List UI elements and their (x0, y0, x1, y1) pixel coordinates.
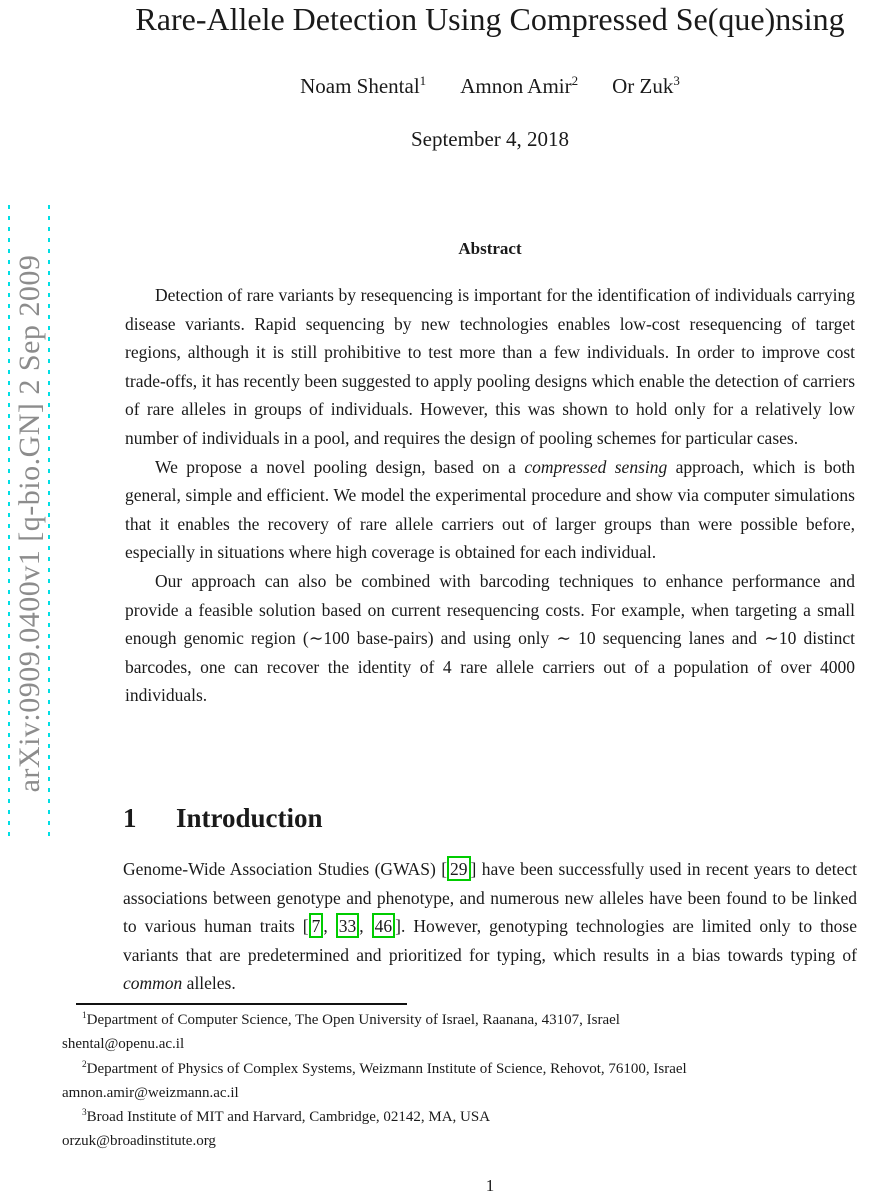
footnote (62, 1105, 857, 1154)
section-number: 1 (123, 803, 137, 833)
author-name: Or Zuk (612, 74, 674, 98)
footnote-line (62, 1105, 857, 1129)
abstract-heading: Abstract (458, 239, 522, 258)
text-run: , (359, 916, 372, 937)
section-title: Introduction (176, 803, 323, 833)
text-run: alleles. (182, 973, 236, 994)
citation-link[interactable]: 33 (336, 913, 360, 938)
abstract-paragraph (125, 453, 855, 567)
author-affiliation-mark: 2 (571, 73, 579, 88)
footnote-rule (76, 1003, 407, 1005)
author-affiliation-mark: 1 (419, 73, 427, 88)
citation-link[interactable]: 7 (309, 913, 324, 938)
body-paragraph (123, 855, 857, 998)
author-3 (612, 74, 680, 99)
footnote (62, 1008, 857, 1057)
text-run: Genome-Wide Association Studies (GWAS) [ (123, 859, 448, 879)
text-run: , (323, 916, 336, 937)
abstract-paragraph (125, 567, 855, 710)
footnote-line (62, 1057, 857, 1081)
footnote-email: shental@openu.ac.il (62, 1036, 185, 1053)
footnote-line (62, 1008, 857, 1032)
arxiv-stamp-link[interactable] (8, 205, 50, 842)
citation-link[interactable]: 29 (447, 856, 471, 881)
text-run: Detection of rare variants by resequencing is important for the identification of individuals carrying disease variants. Rapid sequencing by new technologies enables low-cost resequencing of target regions, although it is still prohibitive to test more than a few individuals. In order to improve cost trade-offs, it has recently been suggested to apply pooling designs which enable the detection of carriers of rare alleles in groups of individuals. However, this was shown to hold only for a relatively low number of individuals in a pool, and requires the design of pooling schemes for particular cases. (125, 285, 855, 448)
emphasized-text: common (123, 973, 183, 994)
footnote-email: orzuk@broadinstitute.org (62, 1133, 216, 1150)
text-run: ]. However, genotyping technologies are limited only to those variants that are predetermined and prioritized for typing, which results in a bias towards typing of (123, 916, 858, 965)
arxiv-stamp-text: arXiv:0909.0400v1 [q-bio.GN] 2 Sep 2009 (13, 254, 46, 793)
emphasized-text: compressed sensing (524, 456, 668, 477)
author-list (123, 74, 857, 99)
text-run: approach, which is both general, simple and efficient. We model the experimental procedure and show via computer simulations that it enables the recovery of rare allele carriers out of larger groups than were possible before, especially in situations where high coverage is obtained for each individual. (125, 456, 855, 563)
introduction-body (123, 855, 857, 998)
footnote-text: Department of Computer Science, The Open University of Israel, Raanana, 43107, Israel (86, 1012, 620, 1028)
footnote-text: Broad Institute of MIT and Harvard, Cambridge, 02142, MA, USA (86, 1109, 491, 1126)
author-affiliation-mark: 3 (673, 73, 680, 88)
author-2 (460, 74, 578, 99)
footnote-mark: 1 (82, 1011, 87, 1021)
footnote-email: amnon.amir@weizmann.ac.il (62, 1084, 239, 1101)
footnotes-block (62, 1008, 857, 1154)
author-1 (300, 74, 426, 99)
text-run: ] have been successfully used in recent years to detect associations between genotype and phenotype, and numerous new alleles have been found to be linked to various human traits [ (123, 859, 857, 937)
author-name: Noam Shental (300, 74, 420, 98)
footnote (62, 1057, 857, 1106)
text-run: Our approach can also be combined with barcoding techniques to enhance performance and provide a feasible solution based on current resequencing costs. For example, when targeting a small enough genomic region (∼100 base-pairs) and using only ∼ 10 sequencing lanes and ∼10 distinct barcodes, one can recover the identity of 4 rare allele carriers out of a population of over 4000 individuals. (125, 570, 855, 706)
text-run: We propose a novel pooling design, based on a (155, 456, 525, 477)
footnote-text: Department of Physics of Complex Systems, Weizmann Institute of Science, Rehovot, 76100, Israel (86, 1060, 687, 1077)
abstract-paragraph (125, 281, 855, 453)
page-number: 1 (485, 1176, 495, 1195)
paper-date: September 4, 2018 (410, 127, 570, 151)
citation-link[interactable]: 46 (372, 913, 396, 938)
footnote-mark: 3 (82, 1108, 87, 1119)
section-heading (123, 803, 323, 834)
paper-title: Rare-Allele Detection Using Compressed Se(que)nsing (135, 1, 845, 37)
author-name: Amnon Amir (460, 74, 572, 98)
footnote-mark: 2 (82, 1059, 87, 1070)
abstract-body (125, 281, 855, 710)
